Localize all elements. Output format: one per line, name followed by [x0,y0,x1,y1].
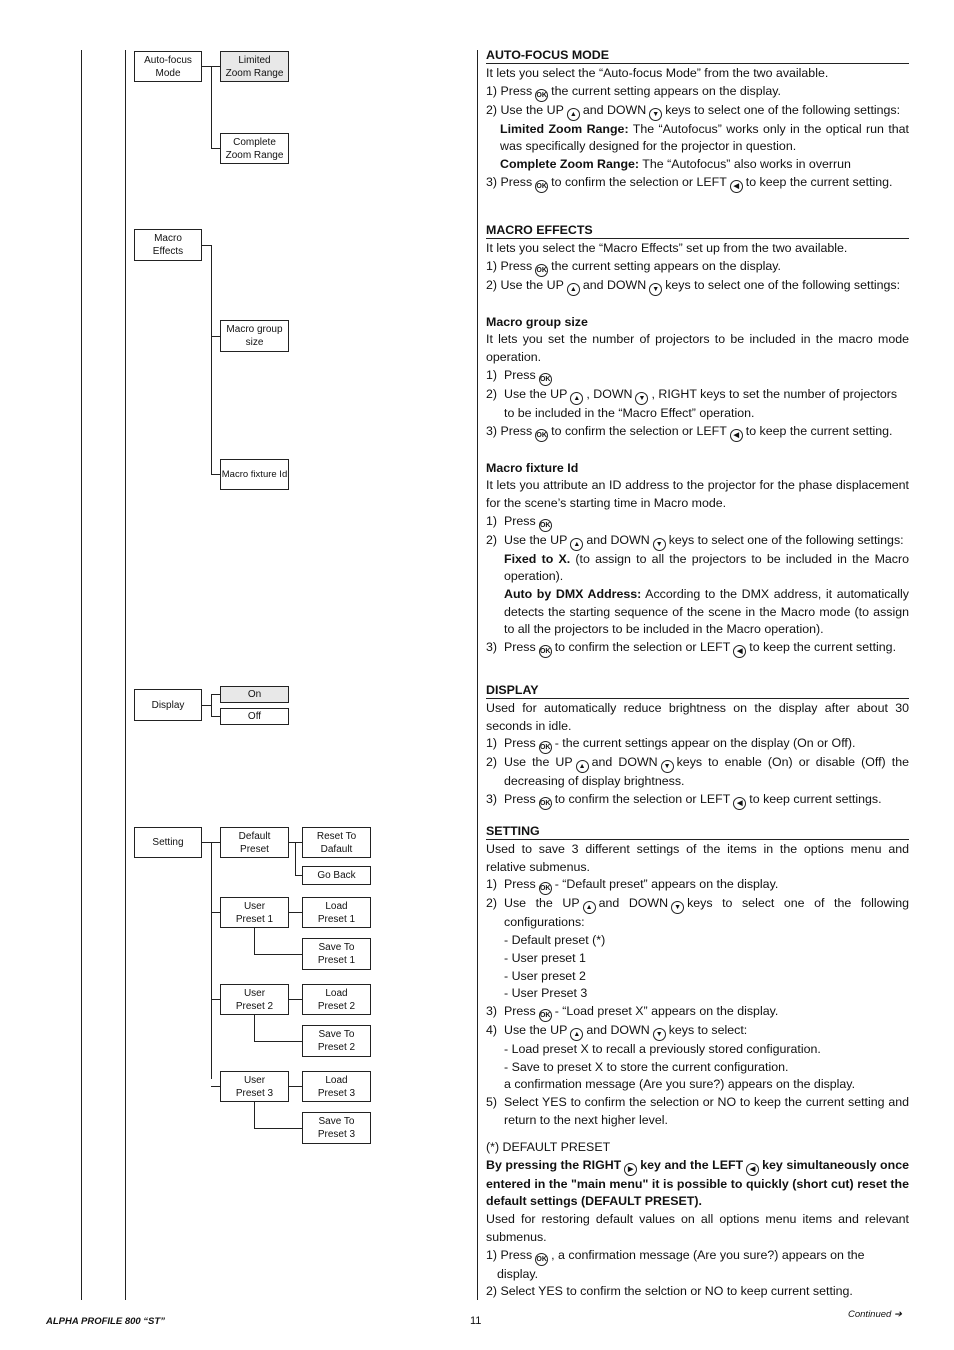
menu-macro-fixture-id[interactable]: Macro fixture Id [220,459,289,490]
menu-save-preset-1[interactable]: Save To Preset 1 [302,938,371,970]
menu-load-preset-2[interactable]: Load Preset 2 [302,984,371,1015]
menu-autofocus[interactable]: Auto-focus Mode [134,51,202,82]
page-number: 11 [470,1315,482,1327]
menu-go-back[interactable]: Go Back [302,866,371,885]
right-icon: ▶ [624,1163,637,1176]
ok-icon: OK [535,429,548,442]
up-icon: ▲ [570,1028,583,1041]
section-title: SETTING [486,823,909,840]
section-title: (*) DEFAULT PRESET [486,1140,611,1154]
menu-limited-zoom[interactable]: Limited Zoom Range [220,51,289,82]
menu-load-preset-1[interactable]: Load Preset 1 [302,897,371,928]
section-default-preset: (*) DEFAULT PRESET By pressing the RIGHT ▶ key and the LEFT ◀ key simultaneously once entered in the "main menu" it is possible to quickly (short cut) reset the default settings (DEFAULT PRESET). Used for restoring default values on all options menu items and relevant submenus. 1) Press OK , a confirmation message (Are you sure?) appears on the display. 2) Select YES to confirm the selction or NO to keep current setting. [486,1140,909,1299]
ok-icon: OK [539,519,552,532]
tree-trunk [125,50,126,1300]
subsection-title: Macro group size [486,314,588,329]
left-icon: ◀ [730,180,743,193]
column-divider [477,50,478,1300]
menu-save-preset-3[interactable]: Save To Preset 3 [302,1112,371,1144]
continued-note: Continued ➔ [848,1309,902,1320]
section-intro: It lets you select the “Auto-focus Mode” from the two available. [486,66,829,80]
down-icon: ▼ [649,108,662,121]
menu-reset-to-default[interactable]: Reset To Dafault [302,827,371,858]
ok-icon: OK [539,797,552,810]
menu-display[interactable]: Display [134,689,202,721]
section-autofocus: AUTO-FOCUS MODE It lets you select the “Auto-focus Mode” from the two available. 1) Press OK the current setting appears on the display. 2) Use the UP ▲ and DOWN ▼ keys to select one of the following settings: Limited Zoom Range: The “Autofocus” works only in the optical run that was specifically designed for the projector in question. Complete Zoom Range: The “Autofocus” also works in overrun 3) Press OK to confirm the selection or LEFT ◀ to keep the current setting. [486,47,909,193]
up-icon: ▲ [576,760,589,773]
ok-icon: OK [535,89,548,102]
menu-user-preset-1[interactable]: User Preset 1 [220,897,289,928]
menu-user-preset-2[interactable]: User Preset 2 [220,984,289,1015]
menu-save-preset-2[interactable]: Save To Preset 2 [302,1025,371,1057]
ok-icon: OK [539,645,552,658]
menu-setting[interactable]: Setting [134,827,202,858]
ok-icon: OK [535,1253,548,1266]
menu-display-on[interactable]: On [220,686,289,703]
up-icon: ▲ [583,901,596,914]
left-icon: ◀ [733,645,746,658]
section-title: MACRO EFFECTS [486,222,909,239]
up-icon: ▲ [567,108,580,121]
up-icon: ▲ [570,538,583,551]
menu-complete-zoom[interactable]: Complete Zoom Range [220,133,289,164]
menu-macro-effects[interactable]: Macro Effects [134,229,202,261]
section-title: DISPLAY [486,682,909,699]
section-macro: MACRO EFFECTS It lets you select the “Macro Effects” set up from the two available. 1) Press OK the current setting appears on the display. 2) Use the UP ▲ and DOWN ▼ keys to select one of the following settings: Macro group size It lets you set the number of projectors to be included in the macro mode operation. 1) Press OK 2) Use the UP ▲ , DOWN ▼ , RIGHT keys to set the number of projectors to be included in the “Macro Effect” operation. 3) Press OK to confirm the selection or LEFT ◀ to keep the current setting. Macro fixture Id It lets you attribute an ID address to the projector for the phase displacement for the scene’s starting time in Macro mode. 1) Press OK 2) Use the UP ▲ and DOWN ▼ keys to select one of the following settings: Fixed to X. (to assign to all the projectors to be included in the Macro operation). Auto by DMX Address: According to the DMX address, it automatically detects the starting sequence of the scene in the Macro mode (to assign to all the projectors to be included in the Macro operation). 3) Press OK to confirm the selection or LEFT ◀ to keep the current setting. [486,222,909,658]
section-setting: SETTING Used to save 3 different settings of the items in the options menu and relative submenus. 1) Press OK - “Default preset” appears on the display. 2) Use the UP ▲ and DOWN ▼ keys to select one of the following configurations: - Default preset (*) - User preset 1 - User preset 2 - User Preset 3 3) Press OK - “Load preset X” appears on the display. 4) Use the UP ▲ and DOWN ▼ keys to select: - Load preset X to recall a previously stored configuration. - Save to preset X to store the current configuration. a confirmation message (Are you sure?) appears on the display. 5) Select YES to confirm the selection or NO to keep the current setting and return to the next higher level. [486,824,910,1127]
left-icon: ◀ [733,797,746,810]
ok-icon: OK [539,1009,552,1022]
down-icon: ▼ [671,901,684,914]
ok-icon: OK [539,882,552,895]
menu-user-preset-3[interactable]: User Preset 3 [220,1071,289,1102]
section-title: AUTO-FOCUS MODE [486,47,909,64]
down-icon: ▼ [635,392,648,405]
left-icon: ◀ [746,1163,759,1176]
step-3: 3) Press OK to confirm the selection or LEFT ◀ to keep the current setting. [486,174,909,193]
margin-line [81,50,82,1300]
subsection-title: Macro fixture Id [486,460,579,475]
down-icon: ▼ [649,283,662,296]
down-icon: ▼ [653,1028,666,1041]
step-2: 2) Use the UP ▲ and DOWN ▼ keys to select one of the following settings: [486,102,909,121]
up-icon: ▲ [567,283,580,296]
down-icon: ▼ [661,760,674,773]
ok-icon: OK [539,373,552,386]
product-name: ALPHA PROFILE 800 “ST” [46,1316,165,1327]
ok-icon: OK [535,264,548,277]
ok-icon: OK [535,180,548,193]
up-icon: ▲ [570,392,583,405]
menu-load-preset-3[interactable]: Load Preset 3 [302,1071,371,1102]
left-icon: ◀ [730,429,743,442]
section-display: DISPLAY Used for automatically reduce brightness on the display after about 30 seconds in idle. 1) Press OK - the current settings appear on the display (On or Off). 2) Use the UP ▲ and DOWN ▼ keys to enable (On) or disable (Off) the decreasing of display brightness. 3) Press OK to confirm the selection or LEFT ◀ to keep current settings. [486,682,909,810]
step-1: 1) Press OK the current setting appears on the display. [486,83,909,102]
menu-display-off[interactable]: Off [220,708,289,725]
menu-macro-group-size[interactable]: Macro group size [220,320,289,352]
ok-icon: OK [539,741,552,754]
down-icon: ▼ [653,538,666,551]
menu-default-preset[interactable]: Default Preset [220,827,289,858]
